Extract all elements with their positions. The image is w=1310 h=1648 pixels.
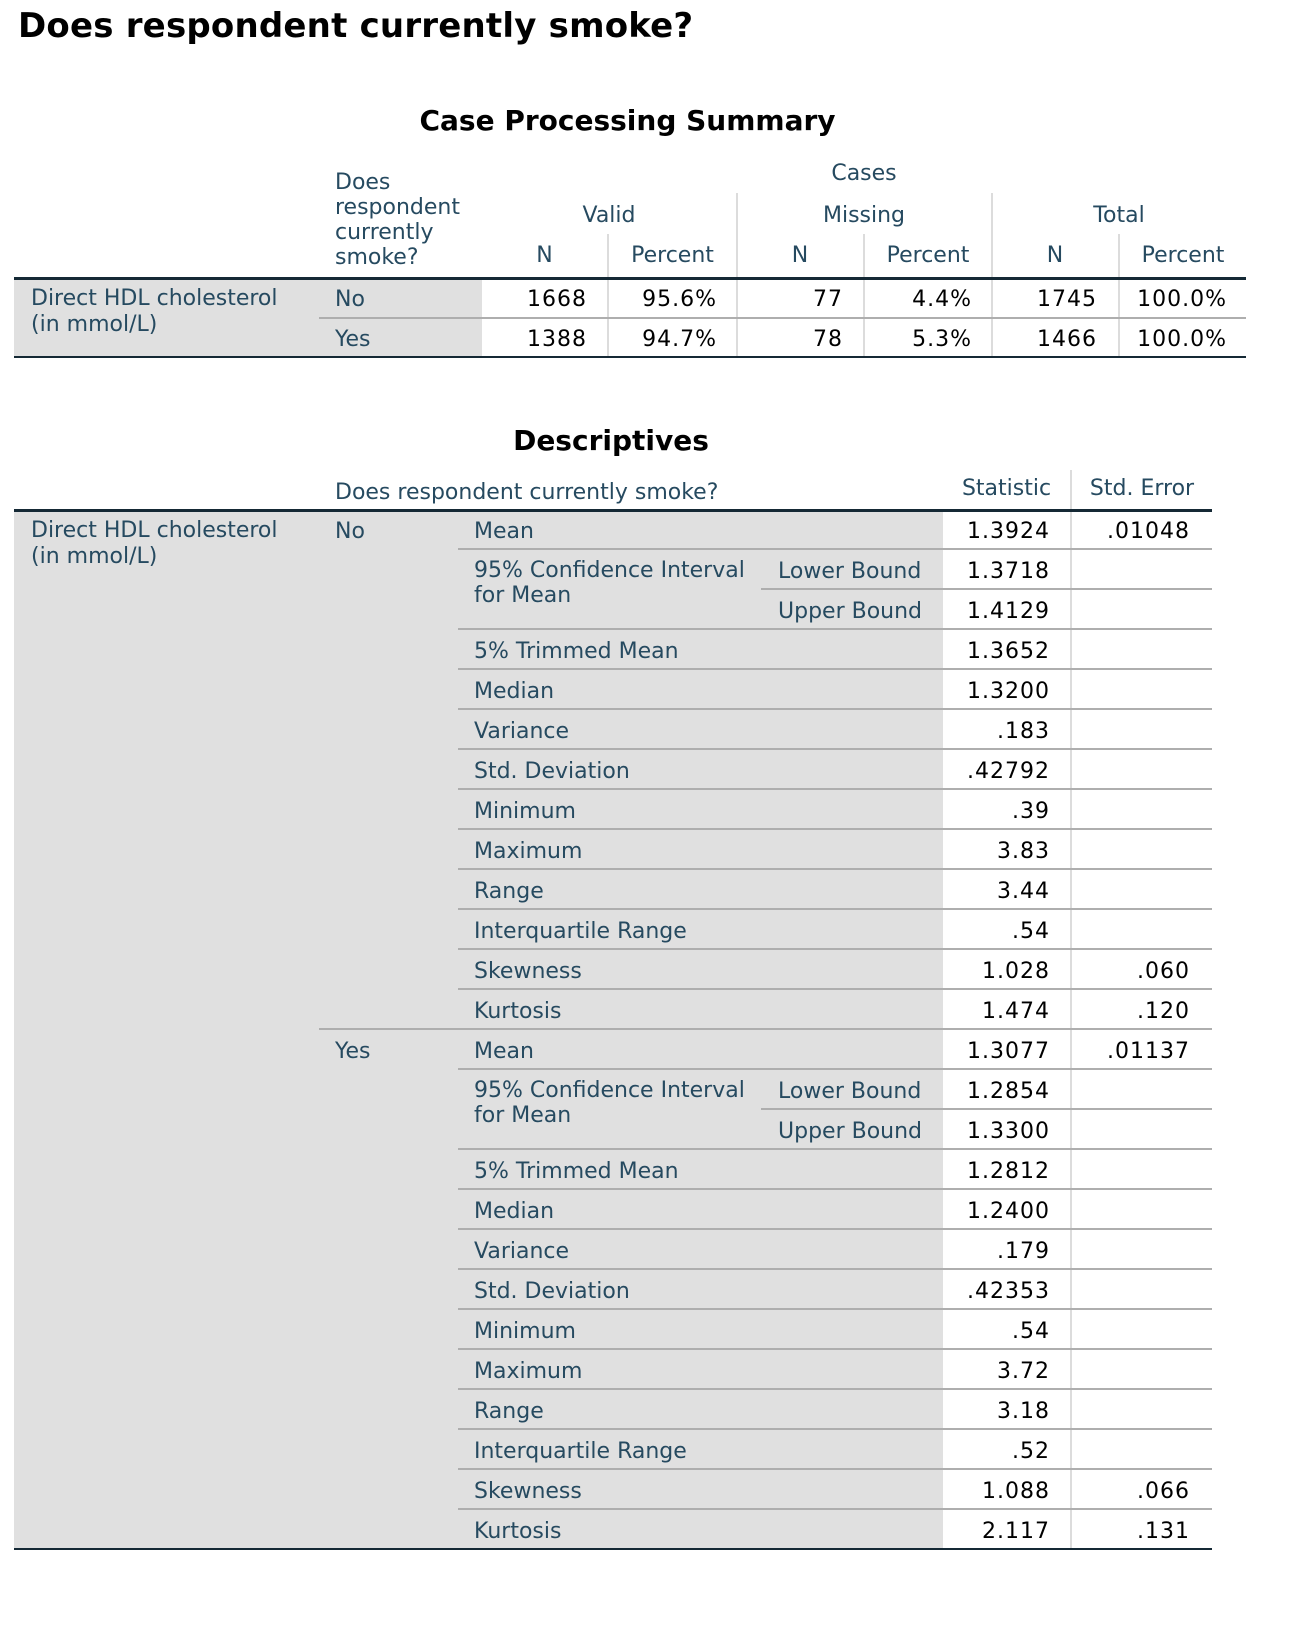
category-label: Yes — [335, 327, 371, 352]
stat-label: Minimum — [474, 1319, 576, 1344]
statistic-value: 1.3077 — [967, 1039, 1050, 1064]
row-separator — [458, 748, 1212, 750]
subheader-percent: Percent — [631, 243, 714, 268]
row-separator — [761, 588, 1212, 590]
row-separator — [319, 317, 1246, 319]
subheader-n: N — [1046, 243, 1064, 268]
row-separator — [458, 828, 1212, 830]
category-label: No — [335, 287, 365, 312]
statistic-value: .42792 — [967, 759, 1050, 784]
total-n: 1745 — [1037, 287, 1097, 312]
stat-label: Interquartile Range — [474, 1439, 687, 1464]
std-error-value: .01048 — [1107, 519, 1190, 544]
statistic-value: 1.3924 — [967, 519, 1050, 544]
stat-label: Variance — [474, 1239, 570, 1264]
stat-label: Minimum — [474, 799, 576, 824]
stat-label: Maximum — [474, 1359, 583, 1384]
statistic-value: .52 — [1012, 1439, 1050, 1464]
row-separator — [458, 548, 1212, 550]
cases-header: Cases — [831, 161, 897, 186]
statistic-value: .54 — [1012, 1319, 1050, 1344]
valid-percent: 94.7% — [642, 327, 717, 352]
statistic-value: .54 — [1012, 919, 1050, 944]
stat-label: Variance — [474, 719, 570, 744]
std-error-value: .01137 — [1107, 1039, 1190, 1064]
category-label: Yes — [335, 1039, 371, 1064]
variable-label: Direct HDL cholesterol (in mmol/L) — [31, 286, 278, 337]
category-label: No — [335, 519, 365, 544]
stat-label: Mean — [474, 519, 534, 544]
statistic-value: .42353 — [967, 1279, 1050, 1304]
total-n: 1466 — [1037, 327, 1097, 352]
row-label-area — [14, 511, 943, 1549]
stat-label: 5% Trimmed Mean — [474, 639, 679, 664]
statistic-value: .179 — [997, 1239, 1050, 1264]
statistic-value: 1.3300 — [967, 1119, 1050, 1144]
valid-n: 1388 — [527, 327, 587, 352]
stat-label: Range — [474, 1399, 544, 1424]
row-separator — [458, 788, 1212, 790]
statistic-value: .39 — [1012, 799, 1050, 824]
valid-percent: 95.6% — [642, 287, 717, 312]
stat-label: Median — [474, 679, 555, 704]
header-rule — [14, 509, 1212, 512]
row-separator — [458, 668, 1212, 670]
total-percent: 100.0% — [1137, 327, 1227, 352]
row-separator — [458, 1268, 1212, 1270]
variable-label: Direct HDL cholesterol (in mmol/L) — [31, 518, 278, 569]
std-error-value: .066 — [1137, 1479, 1190, 1504]
row-separator — [458, 1308, 1212, 1310]
statistic-value: 1.2812 — [967, 1159, 1050, 1184]
row-separator — [458, 908, 1212, 910]
row-separator — [458, 1148, 1212, 1150]
statistic-value: 1.088 — [982, 1479, 1050, 1504]
std-error-value: .120 — [1137, 999, 1190, 1024]
row-separator — [458, 1068, 1212, 1070]
statistic-value: .183 — [997, 719, 1050, 744]
group-separator — [319, 1028, 1212, 1030]
col-header-statistic: Statistic — [961, 476, 1052, 501]
sub-label: Lower Bound — [778, 559, 922, 584]
subheader-n: N — [791, 243, 809, 268]
row-separator — [458, 868, 1212, 870]
row-separator — [458, 628, 1212, 630]
row-separator — [458, 1428, 1212, 1430]
stat-label: Kurtosis — [474, 1519, 562, 1544]
missing-percent: 4.4% — [912, 287, 972, 312]
sub-label: Lower Bound — [778, 1079, 922, 1104]
stat-label: 5% Trimmed Mean — [474, 1159, 679, 1184]
statistic-value: 3.44 — [997, 879, 1050, 904]
statistic-value: 1.3718 — [967, 559, 1050, 584]
stat-label: Std. Deviation — [474, 759, 630, 784]
group-header-valid: Valid — [582, 203, 636, 228]
stat-label: Interquartile Range — [474, 919, 687, 944]
stat-label: Range — [474, 879, 544, 904]
statistic-value: 1.474 — [982, 999, 1050, 1024]
stat-label: Median — [474, 1199, 555, 1224]
table-bottom-rule — [14, 356, 1246, 358]
statistic-value: 2.117 — [982, 1519, 1050, 1544]
statistic-value: 1.028 — [982, 959, 1050, 984]
row-separator — [458, 1468, 1212, 1470]
statistic-value: 1.3200 — [967, 679, 1050, 704]
page-title: Does respondent currently smoke? — [18, 6, 694, 46]
stat-label: 95% Confidence Interval for Mean — [474, 558, 745, 608]
case-processing-summary-title: Case Processing Summary — [419, 104, 836, 137]
statistic-value: 1.3652 — [967, 639, 1050, 664]
statistic-value: 1.4129 — [967, 599, 1050, 624]
descriptives-title: Descriptives — [513, 424, 709, 457]
row-separator — [761, 1108, 1212, 1110]
subheader-n: N — [536, 243, 553, 268]
std-error-value: .060 — [1137, 959, 1190, 984]
std-error-value: .131 — [1137, 1519, 1190, 1544]
group-header-missing: Missing — [822, 203, 906, 228]
row-separator — [458, 708, 1212, 710]
statistic-value: 3.83 — [997, 839, 1050, 864]
subheader-percent: Percent — [886, 243, 970, 268]
sub-label: Upper Bound — [778, 599, 923, 624]
subheader-percent: Percent — [1141, 243, 1225, 268]
row-separator — [458, 948, 1212, 950]
header-rule — [14, 277, 1246, 280]
statistic-value: 1.2854 — [967, 1079, 1050, 1104]
stat-label: Maximum — [474, 839, 583, 864]
col-header-std-error: Std. Error — [1089, 476, 1195, 501]
stat-label: Skewness — [474, 959, 582, 984]
missing-n: 77 — [813, 287, 843, 312]
row-separator — [458, 1228, 1212, 1230]
row-separator — [458, 988, 1212, 990]
stat-label: Std. Deviation — [474, 1279, 630, 1304]
row-separator — [458, 1388, 1212, 1390]
valid-n: 1668 — [527, 287, 587, 312]
stat-label: Skewness — [474, 1479, 582, 1504]
stat-label: Kurtosis — [474, 999, 562, 1024]
row-separator — [458, 1188, 1212, 1190]
statistic-value: 1.2400 — [967, 1199, 1050, 1224]
sub-label: Upper Bound — [778, 1119, 923, 1144]
missing-n: 78 — [813, 327, 843, 352]
missing-percent: 5.3% — [912, 327, 972, 352]
statistic-value: 3.72 — [997, 1359, 1050, 1384]
stat-label: 95% Confidence Interval for Mean — [474, 1078, 745, 1128]
stat-label: Mean — [474, 1039, 534, 1064]
table-bottom-rule — [14, 1548, 1212, 1550]
row-dimension-header: Does respondent currently smoke? — [335, 480, 719, 505]
row-separator — [458, 1508, 1212, 1510]
group-header-total: Total — [1093, 203, 1145, 228]
statistic-value: 3.18 — [997, 1399, 1050, 1424]
total-percent: 100.0% — [1137, 287, 1227, 312]
row-dimension-header: Does respondent currently smoke? — [335, 170, 460, 270]
row-separator — [458, 1348, 1212, 1350]
